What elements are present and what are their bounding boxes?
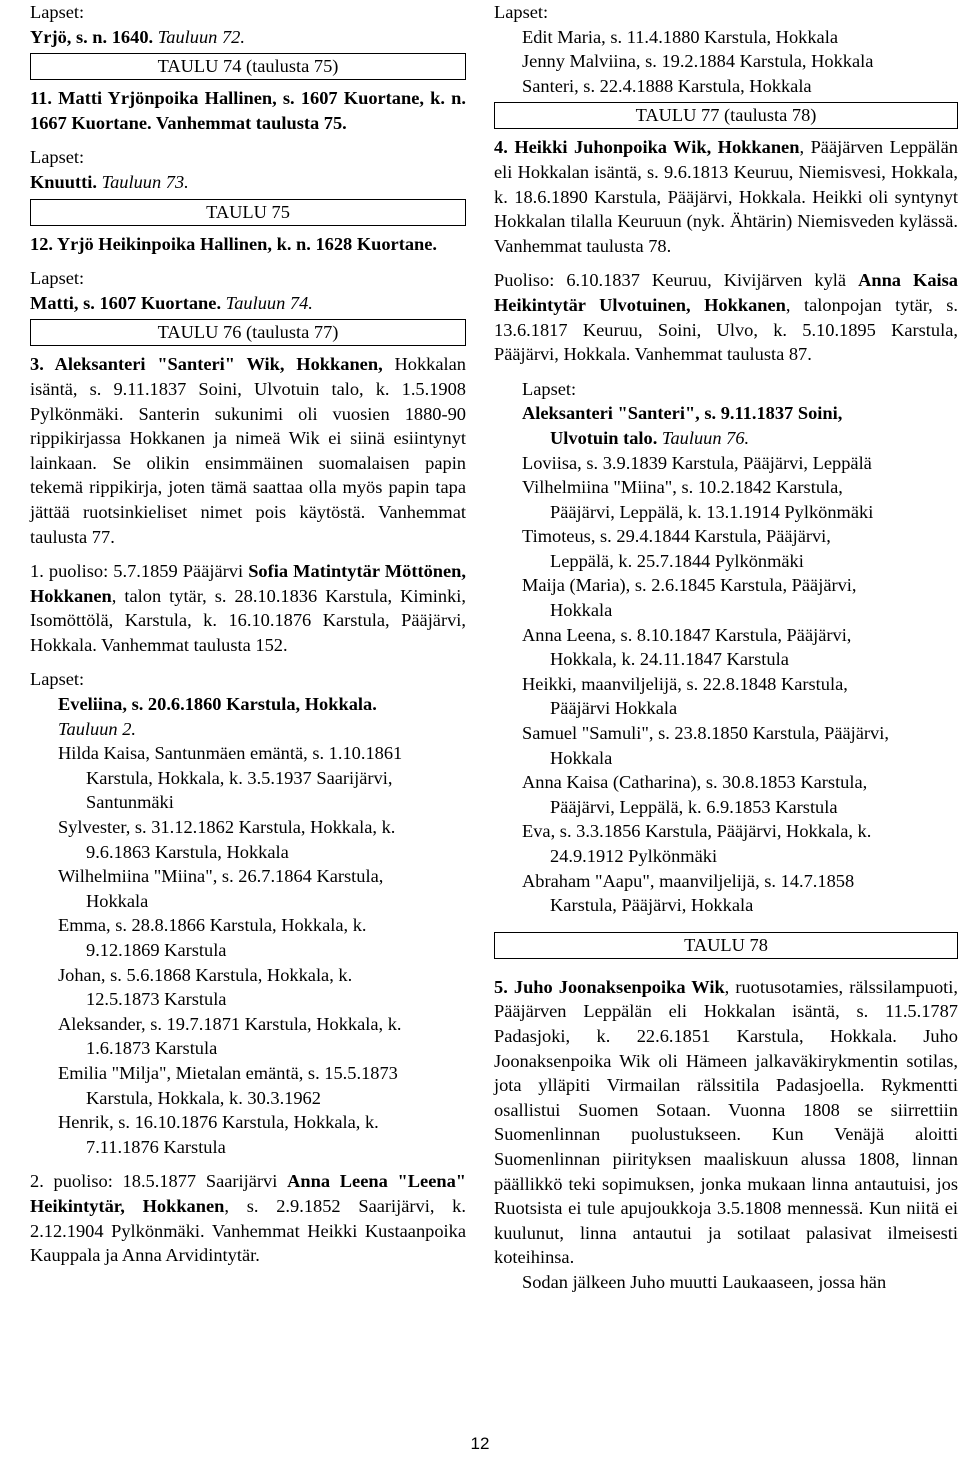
table-reference: Tauluun 74. <box>225 292 313 313</box>
right-column <box>494 0 958 1295</box>
table-header-76: TAULU 76 (taulusta 77) <box>30 319 466 346</box>
children-list <box>30 741 466 1159</box>
child-line-continuation: Hokkala <box>86 890 149 911</box>
child-line-continuation: Karstula, Hokkala, k. 30.3.1962 <box>86 1087 321 1108</box>
child-entry: Santeri, s. 22.4.1888 Karstula, Hokkala <box>522 75 812 96</box>
paragraph-continuation: Sodan jälkeen Juho muutti Laukaaseen, jossa hän <box>522 1271 887 1292</box>
child-line: Henrik, s. 16.10.1876 Karstula, Hokkala, k. <box>58 1112 379 1133</box>
child-line: Johan, s. 5.6.1868 Karstula, Hokkala, k. <box>58 964 353 985</box>
child-entry <box>58 1110 466 1159</box>
child-line: Hilda Kaisa, Santunmäen emäntä, s. 1.10.1861 <box>58 743 403 764</box>
child-line: Vilhelmiina "Miina", s. 10.2.1842 Karstula, <box>522 477 843 498</box>
child-line: Abraham "Aapu", maanviljelijä, s. 14.7.1858 <box>522 870 855 891</box>
child-line: Eva, s. 3.3.1856 Karstula, Pääjärvi, Hokkala, k. <box>522 821 872 842</box>
table-header-75: TAULU 75 <box>30 199 466 226</box>
children-list <box>494 25 958 99</box>
child-entry <box>58 913 466 962</box>
child-entry: Matti, s. 1607 Kuortane. Tauluun 74. <box>30 292 313 313</box>
child-line: Anna Leena, s. 8.10.1847 Karstula, Pääjärvi, <box>522 624 852 645</box>
child-entry: Edit Maria, s. 11.4.1880 Karstula, Hokkala <box>522 26 838 47</box>
child-line: Emilia "Milja", Mietalan emäntä, s. 15.5.1873 <box>58 1062 398 1083</box>
child-entry <box>58 1061 466 1110</box>
child-line: Samuel "Samuli", s. 23.8.1850 Karstula, Pääjärvi, <box>522 723 889 744</box>
lapset-label: Lapset: <box>30 147 85 168</box>
child-entry: Knuutti. Tauluun 73. <box>30 171 189 192</box>
child-line: Sylvester, s. 31.12.1862 Karstula, Hokkala, k. <box>58 817 396 838</box>
child-entry <box>522 623 958 672</box>
person-entry-aleksanteri: 3. Aleksanteri "Santeri" Wik, Hokkanen, Hokkalan isäntä, s. 9.11.1837 Soini, Ulvotuin talo, k. 1.5.1908 Pylkönmäki. Santerin sukunimi oli vuosien 1880-90 rippikirjassa Hokkanen ja nimeä Wik ei siinä esiintynyt lainkaan. Se olikin ensimmäinen suomalaisen papin tekemä rippikirja, joten tämä saattaa olla myös papin tapa jättää ruotsinkieliset nimet pois käytöstä. Vanhemmat taulusta 77. <box>30 354 466 547</box>
child-entry <box>522 819 958 868</box>
child-line: Aleksander, s. 19.7.1871 Karstula, Hokkala, k. <box>58 1013 402 1034</box>
person-entry-yrjo: 12. Yrjö Heikinpoika Hallinen, k. n. 1628 Kuortane. <box>30 233 438 254</box>
table-header-78: TAULU 78 <box>494 932 958 959</box>
child-entry: Yrjö, s. n. 1640. Tauluun 72. <box>30 26 245 47</box>
child-line-continuation: Leppälä, k. 25.7.1844 Pylkönmäki <box>550 550 804 571</box>
child-entry <box>522 672 958 721</box>
child-line-continuation: Hokkala <box>550 747 613 768</box>
person-entry-matti: 11. Matti Yrjönpoika Hallinen, s. 1607 Kuortane, k. n. 1667 Kuortane. Vanhemmat taulusta 75. <box>30 88 466 133</box>
person-entry-juho: 5. Juho Joonaksenpoika Wik, ruotusotamies, rälssilampuoti, Pääjärven Leppälän eli Hokkalan isäntä, s. 11.5.1787 Padasjoki, k. 22.6.1851 Karstula, Hokkala. Juho Joonaksenpoika Wik oli Hämeen jalkaväkirykmentin sotilas, jota ylläpiti Virmailan rälssitila Padasjoella. Rykmentti osallistui Suomen Sotaan. Vuonna 1808 se siirrettiin Suomenlinnan puolustukseen. Kun Venäjä aloitti Suomenlinnan piirityksen maaliskuun alussa 1808, linnan päällikkö teki sopimuksen, jonka mukaan linna antautuisi, jos Ruotsista ei tule apujoukkoja 3.5.1808 mennessä. Kun niitä ei kuulunut, linna antautui ja sotilaat palasivat ilmeisesti koteihinsa. <box>494 976 958 1268</box>
child-line-continuation: Karstula, Pääjärvi, Hokkala <box>550 895 754 916</box>
page-number: 12 <box>470 1434 490 1453</box>
child-line-continuation: 24.9.1912 Pylkönmäki <box>550 846 718 866</box>
table-reference: Tauluun 76. <box>661 427 750 448</box>
child-line-continuation: 7.11.1876 Karstula <box>86 1136 226 1157</box>
child-line: Anna Kaisa (Catharina), s. 30.8.1853 Karstula, <box>522 772 868 793</box>
child-entry: Jenny Malviina, s. 19.2.1884 Karstula, Hokkala <box>522 51 874 72</box>
child-entry: Aleksanteri "Santeri", s. 9.11.1837 Soini, Ulvotuin talo. Tauluun 76. <box>522 403 843 448</box>
child-entry <box>522 869 958 918</box>
table-reference: Tauluun 73. <box>101 171 189 192</box>
lapset-label: Lapset: <box>30 669 85 690</box>
child-entry <box>522 451 958 476</box>
child-line: Heikki, maanviljelijä, s. 22.8.1848 Karstula, <box>522 673 848 694</box>
child-line: Timoteus, s. 29.4.1844 Karstula, Pääjärvi, <box>522 526 831 547</box>
lapset-label: Lapset: <box>30 2 85 22</box>
child-line-continuation: Pääjärvi, Leppälä, k. 6.9.1853 Karstula <box>550 796 838 817</box>
child-line-continuation: 12.5.1873 Karstula <box>86 989 227 1010</box>
spouse-entry: Puoliso: 6.10.1837 Keuruu, Kivijärven kylä Anna Kaisa Heikintytär Ulvotuinen, Hokkanen, talonpojan tytär, s. 13.6.1817 Keuruu, Soini, Ulvo, k. 5.10.1895 Karstula, Pääjärvi, Hokkala. Vanhemmat taulusta 87. <box>494 270 958 365</box>
child-entry <box>58 741 466 815</box>
child-entry <box>522 770 958 819</box>
child-line-continuation: 9.6.1863 Karstula, Hokkala <box>86 841 289 862</box>
child-entry <box>522 475 958 524</box>
child-line-continuation: Pääjärvi Hokkala <box>550 698 678 719</box>
child-entry <box>58 1012 466 1061</box>
child-entry <box>58 963 466 1012</box>
table-header-77: TAULU 77 (taulusta 78) <box>494 102 958 129</box>
table-header-74: TAULU 74 (taulusta 75) <box>30 53 466 80</box>
lapset-label: Lapset: <box>30 268 85 289</box>
table-reference: Tauluun 72. <box>157 26 245 47</box>
child-entry: Eveliina, s. 20.6.1860 Karstula, Hokkala. Tauluun 2. <box>58 694 377 739</box>
child-entry <box>58 815 466 864</box>
child-line: Loviisa, s. 3.9.1839 Karstula, Pääjärvi, Leppälä <box>522 452 872 473</box>
children-list <box>494 451 958 918</box>
child-line-continuation: Hokkala <box>550 600 613 621</box>
child-entry <box>522 524 958 573</box>
child-line-continuation: Karstula, Hokkala, k. 3.5.1937 Saarijärvi, Santunmäki <box>86 767 393 813</box>
child-line-continuation: Hokkala, k. 24.11.1847 Karstula <box>550 649 789 670</box>
spouse-entry-2: 2. puoliso: 18.5.1877 Saarijärvi Anna Leena "Leena" Heikintytär, Hokkanen, s. 2.9.1852 Saarijärvi, k. 2.12.1904 Pylkönmäki. Vanhemmat Heikki Kustaanpoika Kauppala ja Anna Arvidintytär. <box>30 1171 466 1266</box>
person-entry-heikki: 4. Heikki Juhonpoika Wik, Hokkanen, Pääjärven Leppälän eli Hokkalan isäntä, s. 9.6.1813 Keuruu, Niemisvesi, Hokkala, k. 18.6.1890 Karstula, Pääjärvi, Hokkala. Heikki oli syntynyt Hokkalan tilalla Keuruun (nyk. Ähtärin) Niemisveden kylässä. Vanhemmat taulusta 78. <box>494 137 958 256</box>
child-entry <box>522 721 958 770</box>
lapset-label: Lapset: <box>494 2 549 22</box>
child-line-continuation: Pääjärvi, Leppälä, k. 13.1.1914 Pylkönmäki <box>550 501 874 522</box>
child-line-continuation: 9.12.1869 Karstula <box>86 940 227 960</box>
table-reference: Tauluun 2. <box>58 718 137 739</box>
child-line: Wilhelmiina "Miina", s. 26.7.1864 Karstula, <box>58 866 384 887</box>
child-line: Emma, s. 28.8.1866 Karstula, Hokkala, k. <box>58 915 367 936</box>
child-entry <box>58 864 466 913</box>
child-line: Maija (Maria), s. 2.6.1845 Karstula, Pääjärvi, <box>522 575 857 596</box>
child-entry <box>522 573 958 622</box>
lapset-label: Lapset: <box>522 378 577 399</box>
child-line-continuation: 1.6.1873 Karstula <box>86 1038 218 1059</box>
left-column <box>30 0 466 1268</box>
spouse-entry-1: 1. puoliso: 5.7.1859 Pääjärvi Sofia Matintytär Möttönen, Hokkanen, talon tytär, s. 28.10.1836 Karstula, Kiminki, Isomöttölä, Karstula, k. 16.10.1876 Karstula, Pääjärvi, Hokkala. Vanhemmat taulusta 152. <box>30 561 466 655</box>
